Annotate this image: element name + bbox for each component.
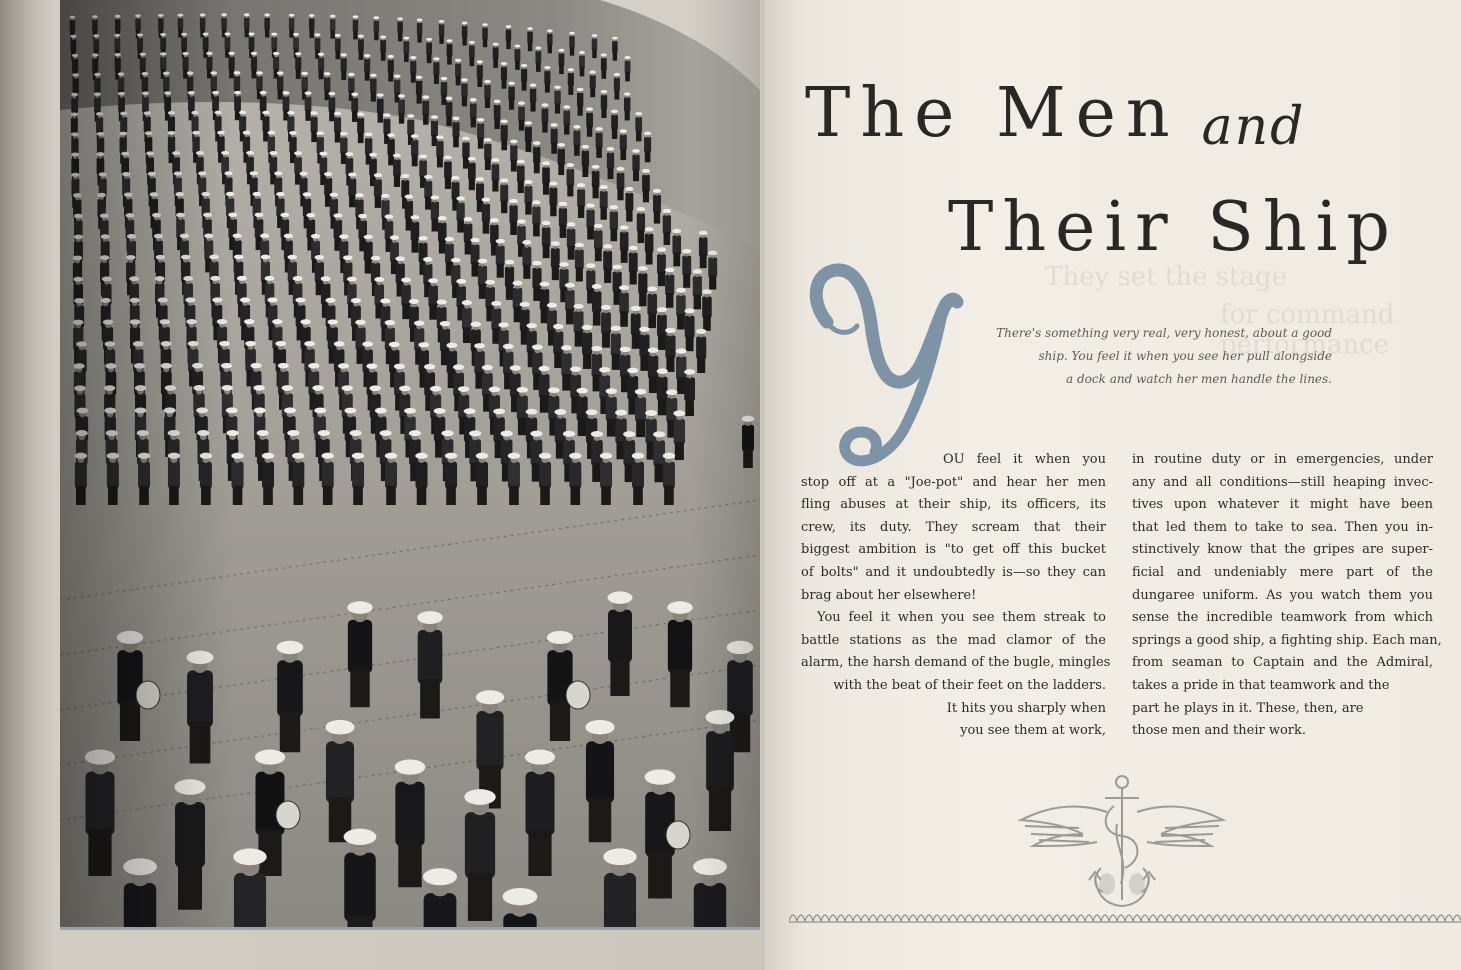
page-title-line2: Their Ship — [948, 188, 1399, 267]
body-line: part he plays in it. These, then, are — [1132, 700, 1364, 716]
body-line: that led them to take to sea. Then you in- — [1132, 519, 1433, 535]
body-line: of bolts" and it undoubtedly is—so they can — [801, 564, 1106, 580]
body-line: brag about her elsewhere! — [801, 587, 977, 603]
body-line: ficial and undeniably mere part of the — [1132, 564, 1433, 580]
body-column-right — [1132, 449, 1442, 743]
drop-cap-letter: Y — [805, 262, 806, 263]
drop-cap-y-icon — [805, 262, 965, 472]
body-line: dungaree uniform. As you watch them you — [1132, 587, 1433, 603]
body-line: any and all conditions—still heaping invec- — [1132, 474, 1433, 490]
body-line: stinctively know that the gripes are super- — [1132, 542, 1433, 558]
body-line: biggest ambition is "to get off this bucket — [801, 542, 1106, 558]
page-title-line1 — [805, 74, 1306, 157]
body-line: crew, its duty. They scream that their — [801, 519, 1106, 535]
body-line: OU feel it when you — [943, 452, 1106, 467]
show-through-text: for command performance — [1220, 300, 1395, 360]
body-line: battle stations as the mad clamor of the — [801, 632, 1106, 648]
title-and: and — [1201, 97, 1306, 157]
body-line: takes a pride in that teamwork and the — [1132, 677, 1390, 693]
body-line: you see them at work, — [960, 723, 1106, 739]
intro-line: There's something very real, very honest, about a good — [996, 326, 1332, 340]
intro-quote — [987, 322, 1332, 391]
title-main: The Men — [805, 74, 1180, 153]
sailors-in-formation-photo-icon — [60, 0, 760, 930]
body-column-left — [801, 449, 1111, 743]
intro-line: ship. You feel it when you see her pull alongside — [1038, 349, 1332, 363]
body-line: those men and their work. — [1132, 723, 1306, 739]
decorative-border-strip — [789, 908, 1461, 924]
body-line: springs a good ship, a fighting ship. Each man, — [1132, 632, 1442, 648]
body-line: sense the incredible teamwork from which — [1132, 610, 1433, 626]
body-line: stop off at a "Joe-pot" and hear her men — [801, 474, 1106, 490]
body-line: You feel it when you see them streak to — [817, 610, 1106, 626]
body-line: from seaman to Captain and the Admiral, — [1132, 655, 1433, 671]
body-line: in routine duty or in emergencies, under — [1132, 452, 1433, 467]
show-through-text: They set the stage — [1045, 262, 1288, 292]
sailors-formation-photo — [60, 0, 760, 930]
body-line: with the beat of their feet on the ladders. — [833, 677, 1106, 693]
winged-anchor-emblem-icon — [1017, 772, 1227, 917]
body-line: It hits you sharply when — [946, 700, 1106, 716]
right-page — [765, 0, 1461, 970]
body-line: tives upon whatever it might have been — [1132, 497, 1433, 513]
body-line: fling abuses at their ship, its officers, its — [801, 497, 1106, 513]
intro-line: a dock and watch her men handle the lines. — [1066, 372, 1332, 386]
body-line: alarm, the harsh demand of the bugle, mingles — [801, 655, 1111, 671]
